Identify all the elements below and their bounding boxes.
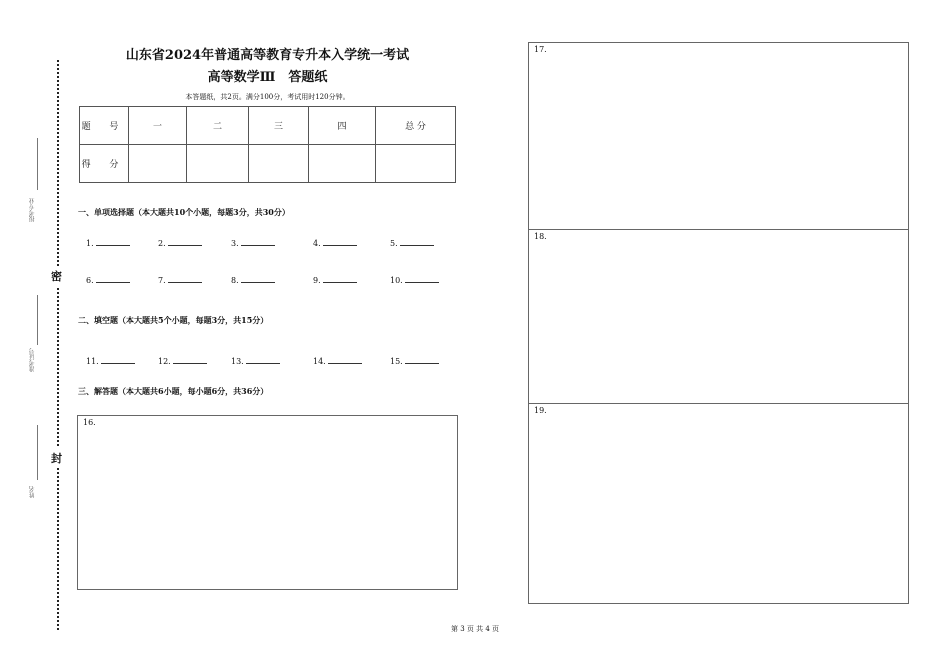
exam-title: 山东省2024年普通高等教育专升本入学统一考试 [125,48,410,63]
name-field-label: 姓名 [29,486,36,498]
blank-label: 14. [313,357,326,366]
id-field-line [37,295,38,345]
answer-box-18[interactable] [528,229,909,404]
blank-label: 11. [86,357,99,366]
exam-subtitle: 高等数学Ⅲ 答题纸 [207,70,328,85]
blank-line [96,238,130,246]
answer-blank-6[interactable] [86,275,130,285]
blank-label: 7. [158,276,166,285]
blank-label: 3. [231,239,239,248]
answer-blank-13[interactable] [231,356,280,366]
score-cell-4[interactable] [309,145,376,183]
answer-box-17[interactable] [528,42,909,230]
major-field-line [37,138,38,190]
col-header-4: 四 [309,107,376,145]
blank-line [405,356,439,364]
question-number: 19. [534,406,547,415]
answer-blank-2[interactable] [158,238,202,248]
blank-label: 2. [158,239,166,248]
row-label-question: 题 号 [80,107,129,145]
table-row [80,145,456,183]
score-cell-total[interactable] [376,145,456,183]
answer-blank-15[interactable] [390,356,439,366]
blank-line [323,238,357,246]
col-header-total: 总 分 [376,107,456,145]
section3-heading: 三、解答题（本大题共6小题，每小题6分，共36分） [78,386,269,396]
binding-dotted-line [57,60,59,630]
name-field-line [37,425,38,480]
blank-line [173,356,207,364]
score-table [79,106,456,183]
blank-label: 12. [158,357,171,366]
answer-blank-3[interactable] [231,238,275,248]
blank-line [101,356,135,364]
blank-line [246,356,280,364]
score-cell-2[interactable] [187,145,249,183]
answer-blank-9[interactable] [313,275,357,285]
blank-label: 13. [231,357,244,366]
exam-note: 本答题纸，共2页。满分100分，考试用时120分钟。 [185,93,350,101]
blank-line [405,275,439,283]
blank-line [241,275,275,283]
section1-heading: 一、单项选择题（本大题共10个小题，每题3分，共30分） [78,207,290,217]
answer-blank-1[interactable] [86,238,130,248]
row-label-score: 得 分 [80,145,129,183]
answer-blank-5[interactable] [390,238,434,248]
blank-label: 10. [390,276,403,285]
answer-box-16[interactable] [77,415,458,590]
id-field-label: 准考证号 [29,348,36,372]
score-cell-1[interactable] [129,145,187,183]
blank-line [168,238,202,246]
question-number: 17. [534,45,547,54]
score-cell-3[interactable] [249,145,309,183]
answer-blank-8[interactable] [231,275,275,285]
blank-line [323,275,357,283]
col-header-2: 二 [187,107,249,145]
table-row [80,107,456,145]
answer-blank-14[interactable] [313,356,362,366]
answer-blank-11[interactable] [86,356,135,366]
blank-label: 4. [313,239,321,248]
blank-line [96,275,130,283]
answer-box-19[interactable] [528,403,909,604]
blank-line [400,238,434,246]
blank-line [328,356,362,364]
seal-char-mi: 密 [51,266,62,286]
blank-label: 5. [390,239,398,248]
blank-line [168,275,202,283]
answer-blank-7[interactable] [158,275,202,285]
blank-line [241,238,275,246]
col-header-1: 一 [129,107,187,145]
question-number: 18. [534,232,547,241]
question-number: 16. [83,418,96,427]
blank-label: 15. [390,357,403,366]
page-footer: 第 3 页 共 4 页 [450,625,500,633]
blank-label: 6. [86,276,94,285]
blank-label: 9. [313,276,321,285]
col-header-3: 三 [249,107,309,145]
seal-char-feng: 封 [51,448,62,468]
answer-blank-12[interactable] [158,356,207,366]
answer-blank-4[interactable] [313,238,357,248]
blank-label: 1. [86,239,94,248]
major-field-label: 报考专业 [29,198,36,222]
blank-label: 8. [231,276,239,285]
section2-heading: 二、填空题（本大题共5个小题，每题3分，共15分） [78,315,269,325]
answer-blank-10[interactable] [390,275,439,285]
